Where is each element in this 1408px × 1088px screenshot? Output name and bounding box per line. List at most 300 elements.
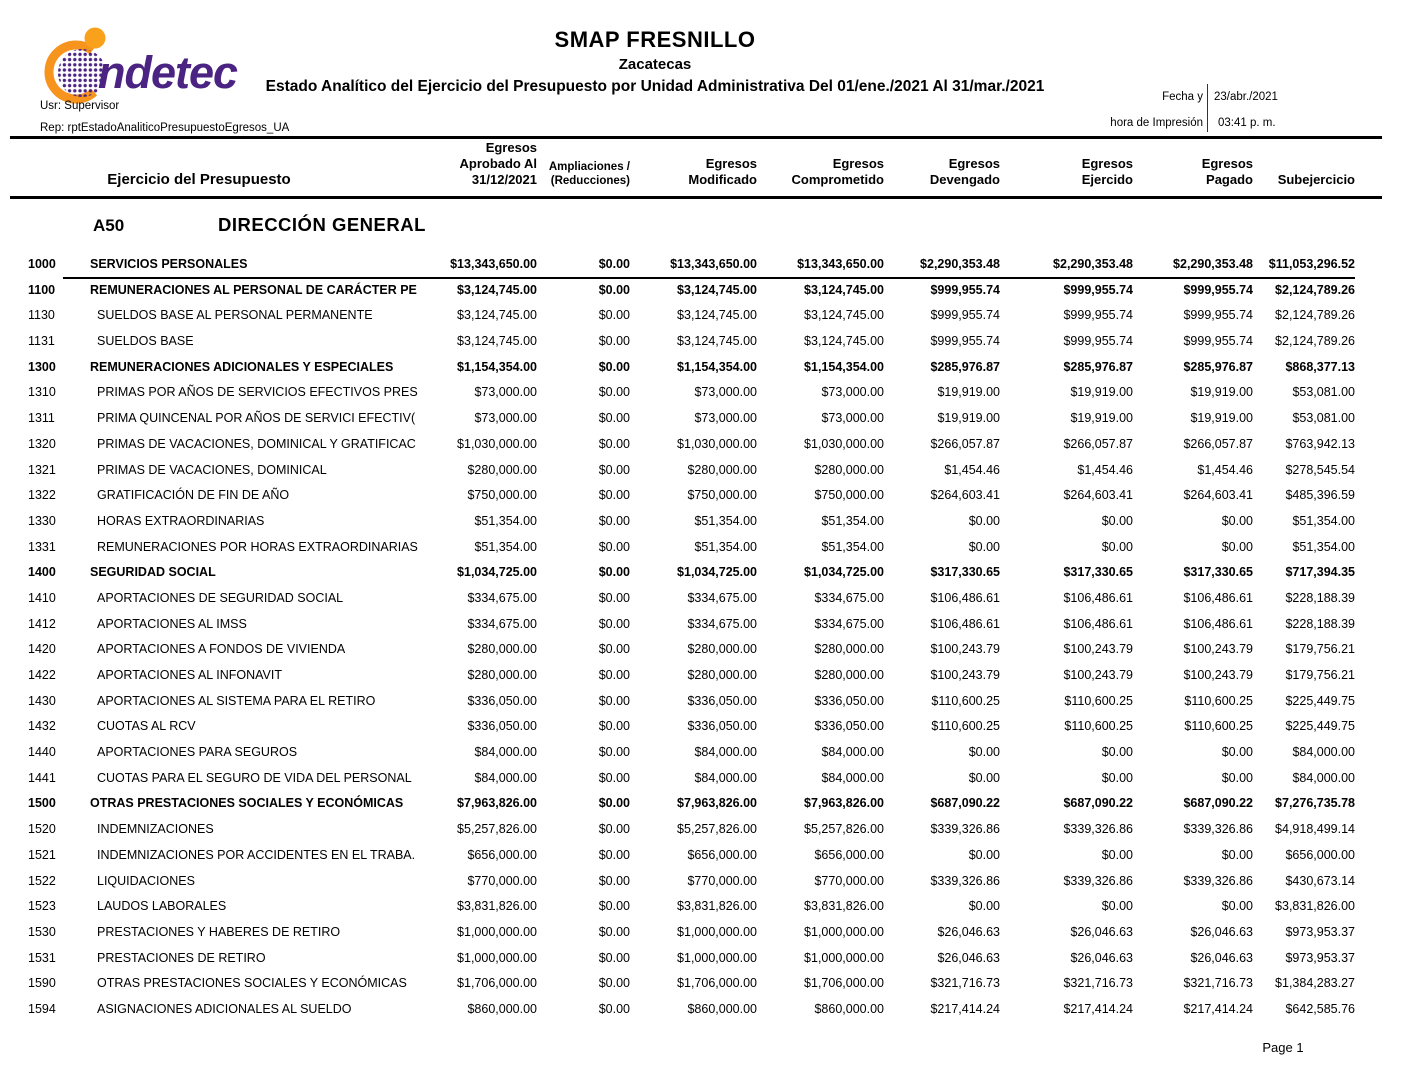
row-value: $0.00 (598, 822, 630, 837)
print-info-label: Fecha y hora de Impresión (1110, 91, 1203, 129)
table-row (28, 458, 1355, 484)
column-header-ejercicio: Ejercicio del Presupuesto (107, 171, 291, 188)
row-value: $868,377.13 (1285, 359, 1355, 374)
row-value: $0.00 (1221, 539, 1253, 554)
column-header-modificado: Egresos Modificado (688, 156, 757, 187)
row-value: $0.00 (598, 257, 630, 271)
row-value: $217,414.24 (1063, 1001, 1133, 1016)
row-value: $750,000.00 (467, 488, 537, 503)
row-label: OTRAS PRESTACIONES SOCIALES Y ECONÓMICAS (90, 796, 404, 811)
row-value: $7,963,826.00 (457, 796, 537, 811)
column-header-devengado: Egresos Devengado (929, 156, 1000, 187)
row-value: $19,919.00 (1070, 411, 1133, 426)
row-value: $999,955.74 (930, 334, 1000, 349)
row-value: $51,354.00 (1292, 539, 1355, 554)
row-value: $0.00 (598, 539, 630, 554)
row-value: $264,603.41 (1063, 488, 1133, 503)
table-row (28, 278, 1355, 304)
row-value: $100,243.79 (1183, 668, 1253, 682)
row-value: $106,486.61 (930, 616, 1000, 631)
row-value: $3,124,745.00 (457, 282, 537, 297)
row-value: $1,154,354.00 (677, 359, 757, 374)
row-value: $280,000.00 (467, 642, 537, 657)
row-label: REMUNERACIONES AL PERSONAL DE CARÁCTER PE (90, 282, 417, 297)
row-value: $0.00 (968, 899, 1000, 914)
row-value: $13,343,650.00 (797, 257, 884, 271)
row-value: $51,354.00 (694, 513, 757, 528)
report-id-label: Rep: rptEstadoAnaliticoPresupuestoEgresos_UA (40, 122, 290, 134)
row-code: 1500 (28, 796, 56, 811)
table-row (28, 432, 1355, 458)
row-value: $1,000,000.00 (457, 924, 537, 939)
row-value: $0.00 (598, 411, 630, 426)
row-value: $1,000,000.00 (804, 950, 884, 965)
row-value: $0.00 (598, 436, 630, 451)
row-value: $0.00 (598, 308, 630, 323)
row-code: 1410 (28, 590, 56, 605)
row-value: $336,050.00 (467, 693, 537, 708)
row-value: $999,955.74 (1063, 308, 1133, 323)
row-value: $656,000.00 (687, 847, 757, 862)
row-value: $763,942.13 (1285, 436, 1355, 451)
row-value: $1,030,000.00 (804, 436, 884, 451)
row-value: $0.00 (598, 745, 630, 760)
row-code: 1422 (28, 668, 56, 682)
row-value: $110,600.25 (931, 693, 1000, 708)
row-value: $26,046.63 (1190, 924, 1253, 939)
row-value: $770,000.00 (467, 873, 537, 888)
row-value: $717,394.35 (1285, 565, 1355, 580)
row-value: $3,831,826.00 (677, 899, 757, 914)
table-row (28, 714, 1355, 740)
row-code: 1432 (28, 719, 56, 734)
row-value: $1,454.46 (944, 462, 1000, 477)
row-code: 1420 (28, 642, 56, 657)
row-value: $266,057.87 (1183, 436, 1253, 451)
row-label: SERVICIOS PERSONALES (90, 257, 248, 271)
row-value: $110,600.25 (1064, 719, 1133, 734)
row-value: $3,124,745.00 (804, 308, 884, 323)
row-label: CUOTAS AL RCV (97, 719, 196, 734)
table-row (28, 612, 1355, 638)
row-value: $73,000.00 (474, 385, 537, 400)
column-header-pagado: Egresos Pagado (1201, 156, 1253, 187)
row-code: 1100 (28, 282, 56, 297)
row-value: $280,000.00 (467, 462, 537, 477)
row-value: $999,955.74 (1183, 282, 1253, 297)
row-value: $0.00 (598, 924, 630, 939)
row-label: INDEMNIZACIONES POR ACCIDENTES EN EL TRABA. (97, 847, 416, 862)
row-code: 1130 (28, 308, 55, 323)
row-value: $3,831,826.00 (457, 899, 537, 914)
table-row (28, 586, 1355, 612)
row-value: $73,000.00 (694, 411, 757, 426)
row-value: $4,918,499.14 (1275, 822, 1355, 837)
row-value: $656,000.00 (467, 847, 537, 862)
row-code: 1523 (28, 899, 56, 914)
row-value: $7,963,826.00 (804, 796, 884, 811)
row-value: $0.00 (598, 334, 630, 349)
row-label: REMUNERACIONES POR HORAS EXTRAORDINARIAS (97, 539, 418, 554)
row-label: PRESTACIONES DE RETIRO (97, 950, 266, 965)
table-row (28, 560, 1355, 586)
row-value: $334,675.00 (814, 590, 884, 605)
row-code: 1000 (28, 257, 56, 271)
row-label: PRESTACIONES Y HABERES DE RETIRO (97, 924, 341, 939)
row-value: $110,600.25 (1064, 693, 1133, 708)
row-value: $0.00 (598, 976, 630, 991)
row-label: PRIMAS POR AÑOS DE SERVICIOS EFECTIVOS PRES (97, 385, 418, 400)
row-value: $7,963,826.00 (677, 796, 757, 811)
row-value: $0.00 (598, 488, 630, 503)
row-value: $334,675.00 (467, 616, 537, 631)
row-value: $51,354.00 (1292, 513, 1355, 528)
row-value: $687,090.22 (930, 796, 1000, 811)
column-header-ampliaciones: Ampliaciones / (Reducciones) (548, 161, 630, 187)
row-value: $0.00 (598, 770, 630, 785)
row-value: $336,050.00 (687, 719, 757, 734)
row-value: $1,034,725.00 (457, 565, 537, 580)
row-value: $100,243.79 (930, 642, 1000, 657)
row-value: $860,000.00 (467, 1001, 537, 1016)
page-number: Page 1 (1262, 1040, 1304, 1055)
row-value: $656,000.00 (814, 847, 884, 862)
row-value: $106,486.61 (1183, 616, 1253, 631)
row-value: $106,486.61 (1183, 590, 1253, 605)
row-label: SUELDOS BASE AL PERSONAL PERMANENTE (97, 308, 373, 323)
row-value: $750,000.00 (814, 488, 884, 503)
row-value: $2,290,353.48 (920, 257, 1000, 271)
row-value: $3,124,745.00 (804, 334, 884, 349)
row-value: $0.00 (1221, 847, 1253, 862)
row-label: OTRAS PRESTACIONES SOCIALES Y ECONÓMICAS (97, 976, 407, 991)
user-label: Usr: Supervisor (40, 100, 120, 112)
row-value: $1,034,725.00 (677, 565, 757, 580)
row-value: $339,326.86 (1183, 873, 1253, 888)
row-value: $0.00 (1101, 770, 1133, 785)
row-value: $217,414.24 (1183, 1001, 1253, 1016)
row-label: APORTACIONES AL INFONAVIT (97, 668, 282, 682)
row-value: $334,675.00 (687, 616, 757, 631)
row-value: $100,243.79 (930, 668, 1000, 682)
row-value: $1,000,000.00 (677, 924, 757, 939)
row-value: $217,414.24 (930, 1001, 1000, 1016)
row-code: 1521 (28, 847, 56, 862)
row-label: LAUDOS LABORALES (97, 899, 227, 914)
table-row (28, 971, 1355, 997)
row-code: 1412 (28, 616, 56, 631)
table-row (28, 406, 1355, 432)
row-value: $1,454.46 (1197, 462, 1253, 477)
row-value: $0.00 (598, 873, 630, 888)
row-value: $0.00 (1101, 745, 1133, 760)
table-row (28, 329, 1355, 355)
row-value: $19,919.00 (1070, 385, 1133, 400)
row-value: $1,034,725.00 (804, 565, 884, 580)
row-value: $51,354.00 (474, 539, 537, 554)
row-value: $73,000.00 (821, 411, 884, 426)
row-value: $225,449.75 (1285, 693, 1355, 708)
row-value: $2,124,789.26 (1275, 334, 1355, 349)
row-value: $999,955.74 (930, 282, 1000, 297)
table-body (28, 252, 1355, 1023)
column-header-ejercido: Egresos Ejercido (1081, 156, 1133, 187)
row-value: $106,486.61 (930, 590, 1000, 605)
column-header-aprobado: Egresos Aprobado Al 31/12/2021 (459, 140, 537, 187)
row-value: $1,000,000.00 (804, 924, 884, 939)
row-value: $999,955.74 (1183, 334, 1253, 349)
row-value: $973,953.37 (1285, 924, 1355, 939)
row-value: $0.00 (1101, 847, 1133, 862)
row-value: $280,000.00 (687, 668, 757, 682)
row-value: $3,831,826.00 (804, 899, 884, 914)
row-value: $280,000.00 (814, 668, 884, 682)
row-value: $1,706,000.00 (804, 976, 884, 991)
row-value: $100,243.79 (1063, 642, 1133, 657)
row-value: $264,603.41 (1183, 488, 1253, 503)
row-label: SUELDOS BASE (97, 334, 194, 349)
row-value: $339,326.86 (930, 873, 1000, 888)
table-row (28, 509, 1355, 535)
row-value: $26,046.63 (1070, 924, 1133, 939)
row-value: $285,976.87 (1183, 359, 1253, 374)
row-code: 1530 (28, 924, 56, 939)
row-label: SEGURIDAD SOCIAL (90, 565, 216, 580)
row-value: $84,000.00 (474, 745, 537, 760)
row-value: $770,000.00 (814, 873, 884, 888)
row-value: $2,290,353.48 (1173, 257, 1253, 271)
row-value: $0.00 (1221, 770, 1253, 785)
row-value: $0.00 (1221, 745, 1253, 760)
row-code: 1320 (28, 436, 56, 451)
report-title: Estado Analítico del Ejercicio del Presupuesto por Unidad Administrativa Del 01/ene./2021 Al 31/mar./2021 (265, 78, 1045, 95)
row-value: $73,000.00 (694, 385, 757, 400)
row-value: $0.00 (598, 282, 630, 297)
row-value: $3,124,745.00 (677, 308, 757, 323)
row-value: $285,976.87 (930, 359, 1000, 374)
row-value: $0.00 (1101, 899, 1133, 914)
table-row (28, 689, 1355, 715)
row-value: $13,343,650.00 (670, 257, 757, 271)
row-value: $5,257,826.00 (804, 822, 884, 837)
row-value: $0.00 (1101, 539, 1133, 554)
row-value: $0.00 (598, 899, 630, 914)
table-row (28, 535, 1355, 561)
org-state: Zacatecas (618, 56, 692, 73)
row-value: $2,290,353.48 (1053, 257, 1133, 271)
row-value: $51,354.00 (694, 539, 757, 554)
row-label: APORTACIONES PARA SEGUROS (97, 745, 298, 760)
row-value: $3,124,745.00 (677, 334, 757, 349)
row-value: $0.00 (598, 385, 630, 400)
row-value: $0.00 (598, 796, 630, 811)
row-value: $110,600.25 (1184, 693, 1253, 708)
row-value: $280,000.00 (814, 462, 884, 477)
row-value: $84,000.00 (694, 770, 757, 785)
row-code: 1311 (28, 411, 55, 426)
row-label: ASIGNACIONES ADICIONALES AL SUELDO (97, 1001, 352, 1016)
row-value: $53,081.00 (1292, 411, 1355, 426)
row-value: $0.00 (598, 616, 630, 631)
row-value: $26,046.63 (937, 950, 1000, 965)
row-value: $0.00 (598, 462, 630, 477)
row-value: $1,706,000.00 (457, 976, 537, 991)
row-code: 1430 (28, 693, 56, 708)
row-value: $19,919.00 (1190, 411, 1253, 426)
row-code: 1131 (28, 334, 55, 349)
table-row (28, 303, 1355, 329)
table-row (28, 869, 1355, 895)
row-code: 1594 (28, 1001, 56, 1016)
row-value: $999,955.74 (930, 308, 1000, 323)
row-value: $110,600.25 (1184, 719, 1253, 734)
row-value: $51,354.00 (821, 513, 884, 528)
row-value: $321,716.73 (1063, 976, 1133, 991)
table-row (28, 766, 1355, 792)
table-row (28, 637, 1355, 663)
table-row (28, 252, 1355, 278)
table-row (28, 946, 1355, 972)
row-value: $19,919.00 (937, 411, 1000, 426)
row-value: $106,486.61 (1063, 616, 1133, 631)
row-value: $73,000.00 (474, 411, 537, 426)
row-value: $0.00 (968, 539, 1000, 554)
row-value: $1,454.46 (1077, 462, 1133, 477)
row-code: 1531 (28, 950, 56, 965)
row-value: $336,050.00 (814, 719, 884, 734)
row-label: INDEMNIZACIONES (97, 822, 214, 837)
row-value: $19,919.00 (937, 385, 1000, 400)
table-row (28, 920, 1355, 946)
row-value: $280,000.00 (687, 462, 757, 477)
row-value: $687,090.22 (1183, 796, 1253, 811)
row-value: $84,000.00 (694, 745, 757, 760)
row-value: $336,050.00 (814, 693, 884, 708)
row-code: 1300 (28, 359, 56, 374)
row-value: $1,000,000.00 (677, 950, 757, 965)
row-value: $860,000.00 (814, 1001, 884, 1016)
row-value: $3,831,826.00 (1275, 899, 1355, 914)
table-row (28, 817, 1355, 843)
row-value: $0.00 (598, 1001, 630, 1016)
row-value: $51,354.00 (474, 513, 537, 528)
row-label: LIQUIDACIONES (97, 873, 195, 888)
row-label: CUOTAS PARA EL SEGURO DE VIDA DEL PERSONAL (97, 770, 412, 785)
row-value: $73,000.00 (821, 385, 884, 400)
row-code: 1441 (28, 770, 56, 785)
row-label: APORTACIONES AL SISTEMA PARA EL RETIRO (97, 693, 376, 708)
row-value: $0.00 (968, 847, 1000, 862)
row-value: $2,124,789.26 (1275, 308, 1355, 323)
row-value: $266,057.87 (1063, 436, 1133, 451)
table-row (28, 380, 1355, 406)
row-value: $51,354.00 (821, 539, 884, 554)
row-value: $0.00 (598, 719, 630, 734)
row-code: 1590 (28, 976, 56, 991)
row-value: $280,000.00 (814, 642, 884, 657)
table-row (28, 663, 1355, 689)
row-value: $0.00 (598, 590, 630, 605)
row-value: $334,675.00 (687, 590, 757, 605)
row-value: $1,154,354.00 (457, 359, 537, 374)
row-label: PRIMA QUINCENAL POR AÑOS DE SERVICI EFECTIV( (97, 411, 416, 426)
row-value: $485,396.59 (1285, 488, 1355, 503)
section-name: DIRECCIÓN GENERAL (218, 214, 426, 235)
row-value: $26,046.63 (1070, 950, 1133, 965)
table-row (28, 740, 1355, 766)
row-value: $0.00 (598, 668, 630, 682)
row-value: $1,154,354.00 (804, 359, 884, 374)
row-value: $336,050.00 (467, 719, 537, 734)
row-value: $225,449.75 (1285, 719, 1355, 734)
row-code: 1400 (28, 565, 56, 580)
row-value: $0.00 (598, 359, 630, 374)
row-label: PRIMAS DE VACACIONES, DOMINICAL (97, 462, 327, 477)
row-value: $430,673.14 (1285, 873, 1355, 888)
row-value: $228,188.39 (1285, 590, 1355, 605)
row-value: $278,545.54 (1285, 462, 1355, 477)
row-label: APORTACIONES AL IMSS (97, 616, 247, 631)
row-value: $13,343,650.00 (450, 257, 537, 271)
row-code: 1322 (28, 488, 56, 503)
row-value: $2,124,789.26 (1275, 282, 1355, 297)
row-value: $0.00 (598, 950, 630, 965)
row-label: PRIMAS DE VACACIONES, DOMINICAL Y GRATIFICAC (97, 436, 416, 451)
row-value: $110,600.25 (931, 719, 1000, 734)
row-value: $84,000.00 (1292, 745, 1355, 760)
row-value: $339,326.86 (1063, 873, 1133, 888)
row-value: $280,000.00 (687, 642, 757, 657)
row-value: $84,000.00 (474, 770, 537, 785)
row-value: $317,330.65 (1063, 565, 1133, 580)
row-label: REMUNERACIONES ADICIONALES Y ESPECIALES (90, 359, 394, 374)
table-header (28, 139, 1355, 193)
org-name: SMAP FRESNILLO (554, 27, 756, 52)
row-value: $264,603.41 (930, 488, 1000, 503)
column-header-comprometido: Egresos Comprometido (791, 156, 884, 187)
row-value: $334,675.00 (467, 590, 537, 605)
row-value: $7,276,735.78 (1275, 796, 1355, 811)
table-row (28, 791, 1355, 817)
row-value: $339,326.86 (1063, 822, 1133, 837)
row-value: $1,000,000.00 (457, 950, 537, 965)
table-row (28, 894, 1355, 920)
row-value: $0.00 (968, 513, 1000, 528)
header-rule-bottom (10, 196, 1382, 199)
row-value: $3,124,745.00 (457, 308, 537, 323)
row-value: $0.00 (598, 847, 630, 862)
row-label: APORTACIONES DE SEGURIDAD SOCIAL (97, 590, 344, 605)
row-value: $334,675.00 (814, 616, 884, 631)
row-code: 1440 (28, 745, 56, 760)
row-value: $321,716.73 (930, 976, 1000, 991)
row-value: $266,057.87 (930, 436, 1000, 451)
row-value: $0.00 (1221, 899, 1253, 914)
print-time: 03:41 p. m. (1218, 117, 1276, 129)
row-value: $750,000.00 (687, 488, 757, 503)
print-date: 23/abr./2021 (1214, 91, 1278, 103)
row-value: $26,046.63 (937, 924, 1000, 939)
row-value: $3,124,745.00 (457, 334, 537, 349)
row-value: $0.00 (598, 693, 630, 708)
row-value: $106,486.61 (1063, 590, 1133, 605)
row-code: 1331 (28, 539, 56, 554)
row-value: $1,706,000.00 (677, 976, 757, 991)
row-value: $100,243.79 (1063, 668, 1133, 682)
row-value: $0.00 (1221, 513, 1253, 528)
table-row (28, 483, 1355, 509)
row-code: 1330 (28, 513, 56, 528)
